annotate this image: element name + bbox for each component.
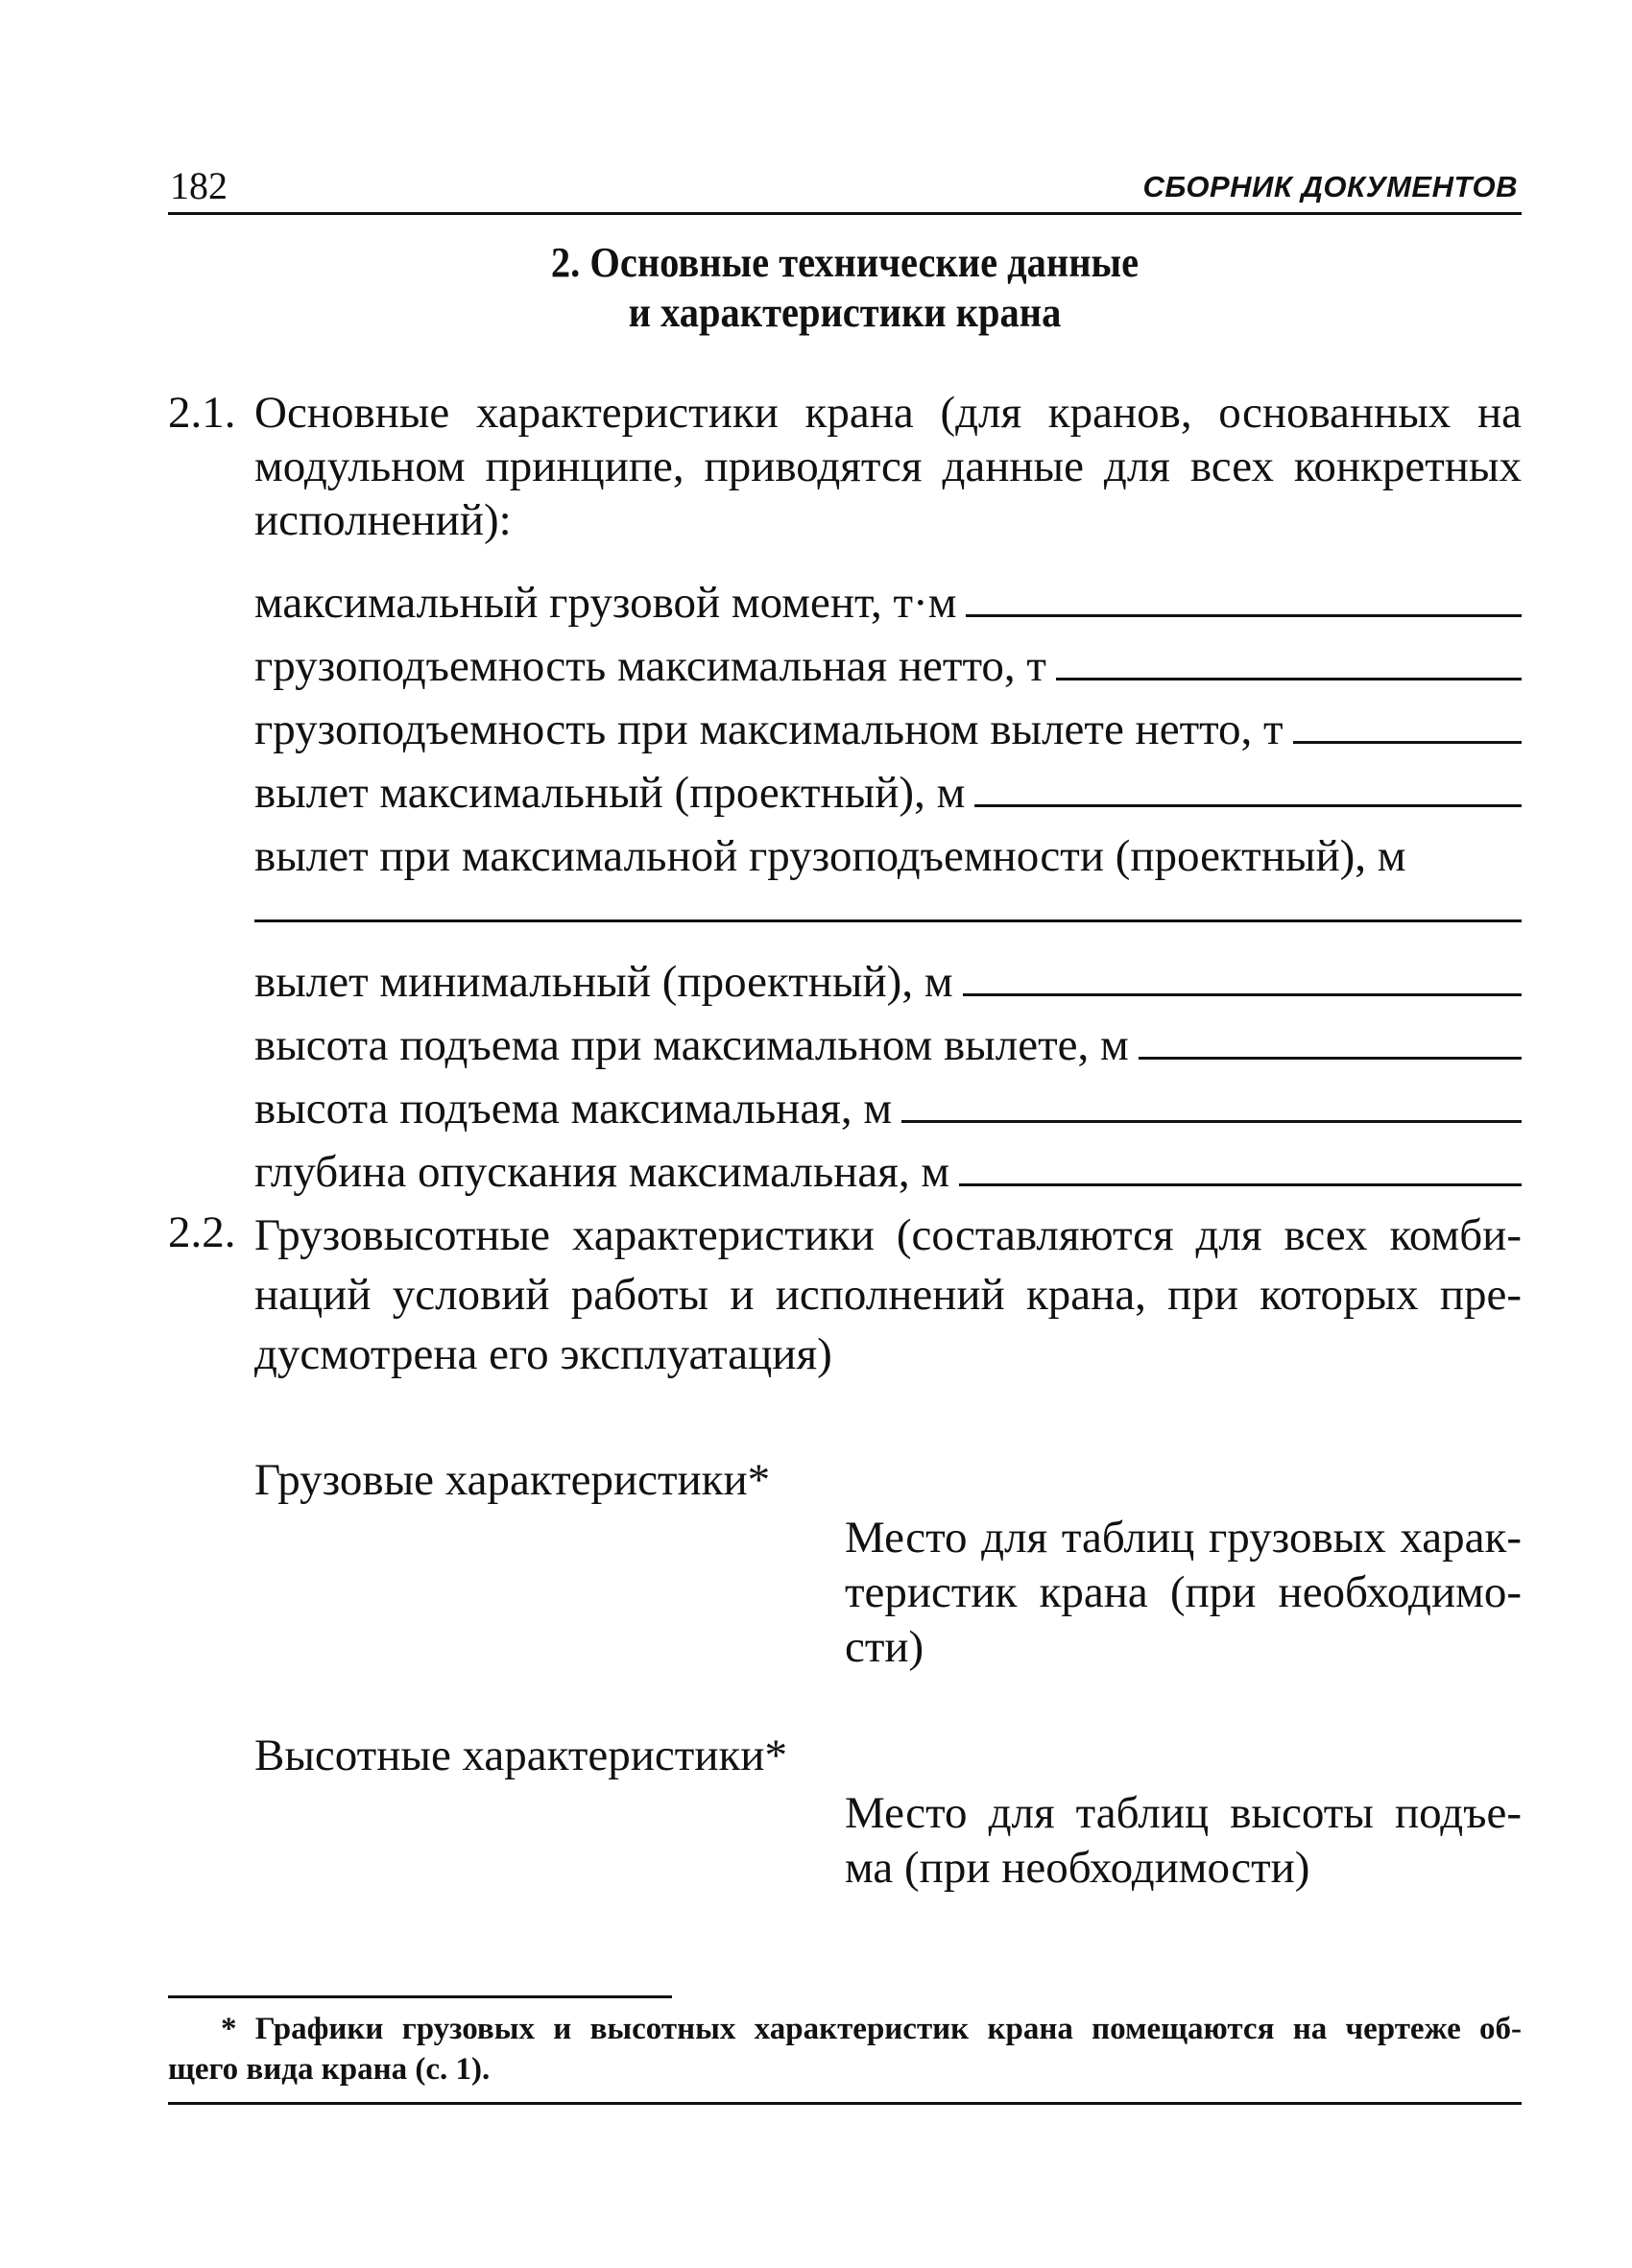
field-label: вылет минимальный (проектный), м (254, 957, 953, 1007)
footnote-separator (168, 1995, 672, 1998)
placeholder-line: ма (при необходимости) (845, 1843, 1310, 1893)
footnote-line: * Графики грузовых и высотных характеристик крана помещаются на чертеже об- (221, 2012, 1522, 2046)
collection-title: СБОРНИК ДОКУМЕНТОВ (1142, 170, 1518, 203)
fill-in-line[interactable] (966, 576, 1522, 617)
field-max-capacity (254, 639, 1522, 693)
fill-in-line[interactable] (1139, 1018, 1522, 1060)
paragraph-line: исполнений): (254, 495, 512, 545)
field-label: вылет максимальный (проектный), м (254, 768, 966, 818)
paragraph-number: 2.2. (168, 1207, 236, 1257)
paragraph-text (254, 386, 1522, 547)
paragraph-text (254, 1206, 1522, 1384)
fill-in-line[interactable] (901, 1082, 1522, 1123)
placeholder-line: сти) (845, 1622, 924, 1672)
section-title-line-2: и характеристики крана (628, 289, 1062, 336)
paragraph-line: модульном принципе, приводятся данные для всех конкретных (254, 442, 1522, 491)
paragraph-line: Основные характеристики крана (для кранов, основанных на (254, 388, 1522, 438)
height-table-placeholder (845, 1786, 1522, 1896)
placeholder-line: Место для таблиц грузовых харак- (845, 1513, 1522, 1563)
fill-in-line[interactable] (959, 1145, 1522, 1186)
field-label: вылет при максимальной грузоподъемности (проектный), м (254, 831, 1406, 881)
paragraph-line: наций условий работы и исполнений крана, при которых пре- (254, 1270, 1522, 1320)
fill-in-line[interactable] (1293, 703, 1522, 744)
bottom-rule (168, 2102, 1522, 2105)
footnote (168, 2009, 1522, 2089)
fill-in-line[interactable] (974, 766, 1522, 807)
paragraph-line: дусмотрена его эксплуатация) (254, 1329, 832, 1379)
page-number: 182 (170, 164, 228, 207)
footnote-line: щего вида крана (с. 1). (168, 2052, 491, 2087)
paragraph-line: Грузовысотные характеристики (составляются для всех комби- (254, 1210, 1522, 1260)
placeholder-line: теристик крана (при необходимо- (845, 1567, 1522, 1617)
load-characteristics-heading: Грузовые характеристики* (254, 1455, 771, 1505)
fill-in-line[interactable] (963, 955, 1522, 996)
field-lift-height-at-max-reach (254, 1018, 1522, 1072)
field-max-lowering-depth (254, 1145, 1522, 1199)
fill-in-line[interactable] (254, 919, 1522, 922)
load-table-placeholder (845, 1511, 1522, 1675)
field-reach-at-max-capacity (254, 829, 1522, 883)
paragraph-number: 2.1. (168, 388, 236, 438)
field-label: высота подъема при максимальном вылете, м (254, 1020, 1129, 1070)
running-header (168, 158, 1522, 215)
field-label: грузоподъемность максимальная нетто, т (254, 641, 1046, 691)
field-capacity-at-max-reach (254, 703, 1522, 756)
section-title-line-1: 2. Основные технические данные (550, 239, 1140, 286)
field-max-load-moment (254, 576, 1522, 630)
field-min-reach (254, 955, 1522, 1009)
height-characteristics-heading: Высотные характеристики* (254, 1731, 787, 1780)
section-heading (222, 238, 1467, 338)
field-label: глубина опускания максимальная, м (254, 1147, 950, 1197)
field-label: грузоподъемность при максимальном вылете нетто, т (254, 704, 1284, 754)
field-label: максимальный грузовой момент, т·м (254, 578, 957, 628)
field-label: высота подъема максимальная, м (254, 1084, 893, 1134)
placeholder-line: Место для таблиц высоты подъе- (845, 1788, 1522, 1838)
field-max-lift-height (254, 1082, 1522, 1135)
field-max-reach (254, 766, 1522, 820)
fill-in-line[interactable] (1056, 639, 1522, 680)
